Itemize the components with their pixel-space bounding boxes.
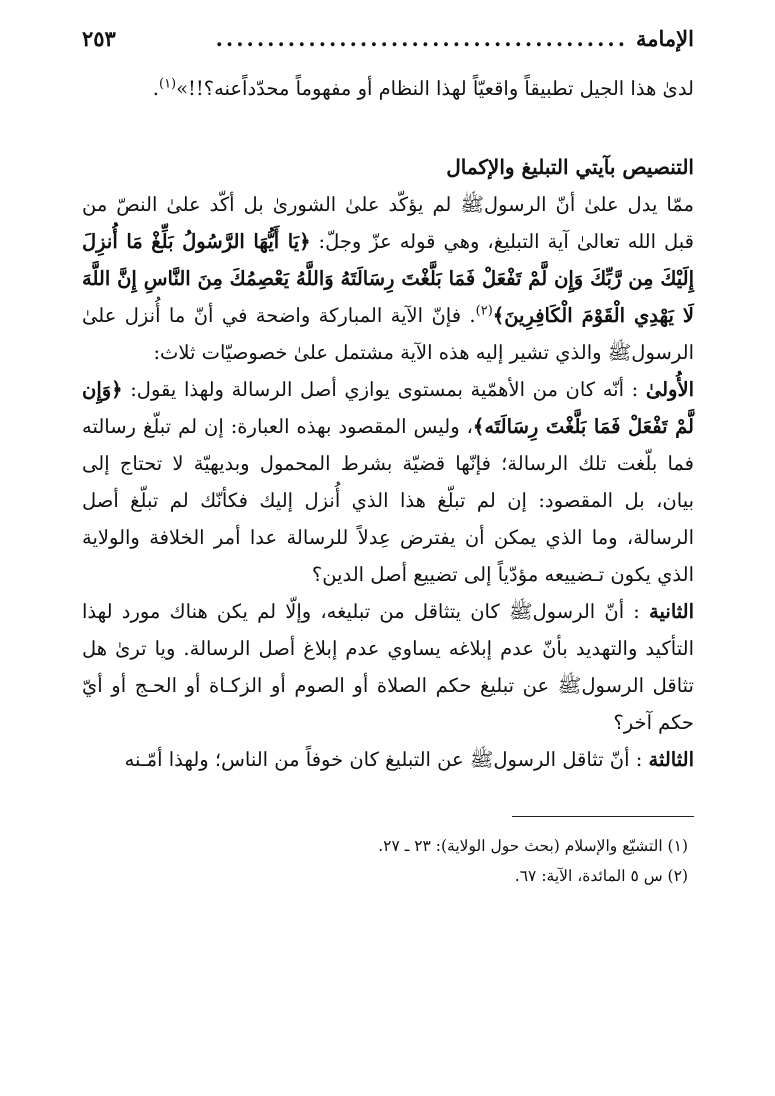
third-point-label: الثالثة — [648, 748, 694, 771]
footnote-2: (٢) س ٥ المائدة، الآية: ٦٧. — [514, 867, 688, 885]
paragraph-tabligh — [82, 186, 694, 371]
page-number: ٢٥٣ — [82, 26, 116, 51]
footnotes — [82, 831, 694, 891]
footnote-divider — [512, 816, 694, 817]
chapter-title: الإمامة — [636, 26, 694, 51]
paragraph-third-point — [82, 741, 694, 778]
third-point-text: : أنّ تثاقل الرسولﷺ عن التبليغ كان خوفاً من الناس؛ ولهذا أمّـنه — [124, 748, 649, 771]
quran-verse-tabligh: ﴿يَا أَيُّهَا الرَّسُولُ بَلِّغْ مَا أُنزِلَ إِلَيْكَ مِن رَّبِّكَ وَإِن لَّمْ تَفْعَلْ فَمَا بَلَّغْتَ رِسَالَتَهُ وَاللَّهُ يَعْصِمُكَ مِنَ النَّاسِ إِنَّ اللَّهَ لَا يَهْدِي الْقَوْمَ الْكَافِرِينَ﴾ — [82, 230, 694, 327]
paragraph-tabligh-text-a: ممّا يدل علىٰ أنّ الرسولﷺ لم يؤكّد علىٰ الشورىٰ بل أكّد علىٰ النصّ من قبل الله تعالىٰ آية التبليغ، وهي قوله عزّ وجلّ: — [82, 193, 695, 253]
running-header — [82, 24, 694, 56]
book-page — [82, 24, 694, 891]
paragraph-tabligh-text-b: . فإنّ الآية المباركة واضحة في أنّ ما أُنزل علىٰ الرسولﷺ والذي تشير إليه هذه الآية مشتمل علىٰ خصوصيّات ثلاث: — [82, 304, 694, 364]
footnote-ref-1: (١) — [158, 76, 177, 92]
first-point-text-a: : أنّه كان من الأهمّية بمستوى يوازي أصل الرسالة ولهذا يقول: — [122, 378, 646, 401]
paragraph-first-point — [82, 371, 694, 593]
quran-verse-excerpt: ﴿وَإِن لَّمْ تَفْعَلْ فَمَا بَلَّغْتَ رِسَالَتَه﴾ — [82, 378, 695, 438]
intro-paragraph — [82, 70, 694, 107]
second-point-text: : أنّ الرسولﷺ كان يتثاقل من تبليغه، وإلّا لم يكن هناك مورد لهذا التأكيد والتهديد بأنّ عدم إبلاغه يساوي عدم إبلاغ أصل الرسالة. ويا ترىٰ هل تثاقل الرسولﷺ عن تبليغ حكم الصلاة أو الصوم أو الزكـاة أو الحـج أو أيّ حكم آخر؟ — [82, 600, 694, 734]
first-point-text-b: ، وليس المقصود بهذه العبارة: إن لم تبلّغ رسالته فما بلّغت تلك الرسالة؛ فإنّها قضيّة بشرط المحمول وبديهيّة لا تحتاج إلى بيان، بل المقصود: إن لم تبلّغ هذا الذي أُنزل إليك فكأنّك لم تبلّغ أصل الرسالة، وما الذي يمكن أن يفترض عِدلاً للرسالة عدا أمر الخلافة والولاية الذي يكون تـضييعه مؤدّياً إلى تضييع أصل الدين؟ — [82, 415, 694, 586]
intro-text: لدىٰ هذا الجيل تطبيقاً واقعيّاً لهذا النظام أو مفهوماً محدّداًعنه؟!!» — [176, 77, 694, 100]
footnote-ref-2: (٢) — [475, 303, 493, 319]
second-point-label: الثانية — [649, 600, 694, 623]
first-point-label: الأُولىٰ — [645, 378, 694, 401]
intro-end: . — [152, 77, 159, 100]
paragraph-second-point — [82, 593, 694, 741]
header-dots: ........................................ — [215, 26, 629, 51]
section-heading: التنصيص بآيتي التبليغ والإكمال — [446, 155, 694, 179]
footnote-1: (١) التشيّع والإسلام (بحث حول الولاية): ٢٣ ـ ٢٧. — [378, 837, 688, 855]
body-text — [82, 70, 694, 778]
